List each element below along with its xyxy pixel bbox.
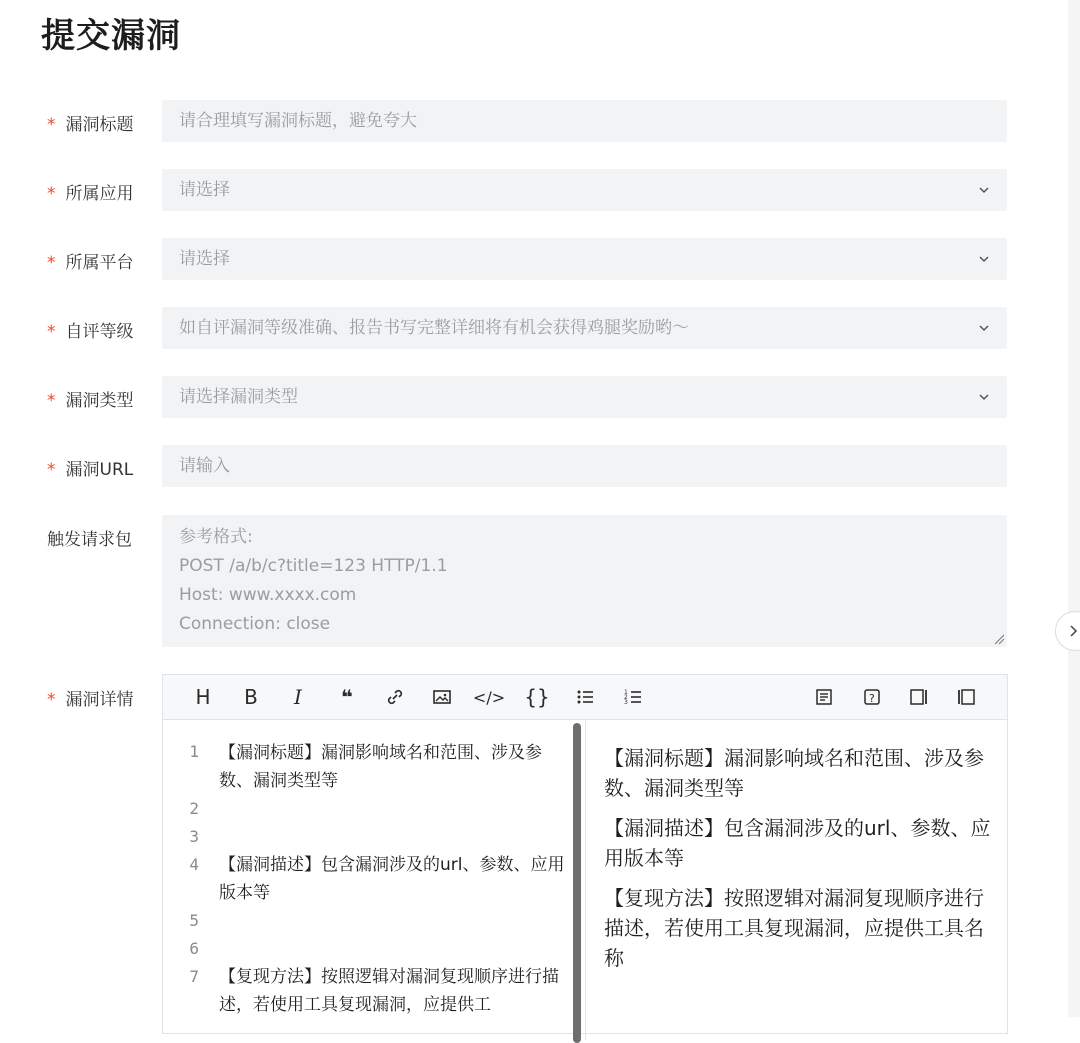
title-input[interactable] (162, 100, 1007, 142)
platform-select[interactable] (162, 238, 1007, 280)
preview-paragraph: 【漏洞标题】漏洞影响域名和范围、涉及参数、漏洞类型等 (604, 746, 984, 800)
url-input-placeholder: 请输入 (179, 456, 230, 476)
placeholder-line: Connection: close (179, 614, 331, 634)
placeholder-line: 参考格式: (179, 527, 253, 547)
editor-scrollbar[interactable] (573, 723, 581, 1043)
bold-button[interactable]: B (244, 685, 258, 709)
bullet-list-button[interactable] (573, 685, 597, 709)
required-mark: * (47, 391, 56, 411)
field-label: * 所属应用 (47, 184, 134, 204)
svg-text:3: 3 (624, 699, 628, 706)
chevron-down-icon (977, 390, 991, 404)
sidebar-icon (956, 687, 976, 707)
sidebar-toggle-button[interactable] (954, 685, 978, 709)
field-label: * 漏洞URL (47, 460, 134, 480)
code-block-button[interactable]: {} (524, 685, 550, 709)
platform-select-placeholder: 请选择 (179, 249, 230, 269)
placeholder-line: POST /a/b/c?title=123 HTTP/1.1 (179, 556, 448, 576)
preview-paragraph: 【复现方法】按照逻辑对漏洞复现顺序进行描述，若使用工具复现漏洞，应提供工具名称 (604, 886, 984, 970)
line-number: 3 (189, 827, 199, 846)
help-button[interactable] (860, 685, 884, 709)
chevron-down-icon (977, 252, 991, 266)
form-row-platform (0, 238, 1060, 280)
toc-icon (814, 687, 834, 707)
link-button[interactable] (383, 685, 407, 709)
url-input[interactable] (162, 445, 1007, 487)
rating-select[interactable] (162, 307, 1007, 349)
source-line[interactable]: 【复现方法】按照逻辑对漏洞复现顺序进行描述，若使用工具复现漏洞，应提供工 (219, 967, 559, 1015)
svg-text:2: 2 (624, 694, 628, 701)
source-line[interactable]: 【漏洞标题】漏洞影响域名和范围、涉及参数、漏洞类型等 (219, 743, 542, 791)
required-mark: * (47, 322, 56, 342)
title-input-placeholder: 请合理填写漏洞标题，避免夸大 (179, 111, 417, 131)
form-row-request (0, 515, 1060, 647)
required-mark: * (47, 115, 56, 135)
field-label: * 漏洞标题 (47, 115, 134, 135)
resize-handle-icon[interactable] (993, 633, 1005, 645)
image-icon (432, 687, 452, 707)
request-textarea[interactable] (162, 515, 1007, 647)
help-icon (862, 687, 882, 707)
ordered-list-button[interactable] (621, 685, 645, 709)
ordered-list-icon (623, 687, 643, 707)
field-label: * 漏洞类型 (47, 391, 134, 411)
preview-paragraph: 【漏洞描述】包含漏洞涉及的url、参数、应用版本等 (604, 816, 991, 870)
line-number: 7 (189, 967, 199, 986)
field-label: * 所属平台 (47, 253, 134, 273)
field-label: * 漏洞详情 (47, 690, 134, 710)
line-number-gutter (163, 720, 203, 1040)
preview-toggle-button[interactable] (907, 685, 931, 709)
line-number: 2 (189, 799, 199, 818)
preview-icon (909, 687, 929, 707)
chevron-right-icon (1066, 624, 1080, 638)
line-number: 1 (189, 742, 199, 761)
type-select-placeholder: 请选择漏洞类型 (179, 387, 298, 407)
toc-button[interactable] (812, 685, 836, 709)
quote-button[interactable]: ❝ (341, 685, 353, 709)
form-row-app (0, 169, 1060, 211)
markdown-preview (604, 743, 994, 983)
chevron-down-icon (977, 321, 991, 335)
image-button[interactable] (430, 685, 454, 709)
form-row-title (0, 100, 1060, 142)
page-title: 提交漏洞 (41, 16, 181, 56)
placeholder-line: Host: www.xxxx.com (179, 585, 357, 605)
source-line[interactable]: 【漏洞描述】包含漏洞涉及的url、参数、应用版本等 (219, 855, 565, 903)
line-number: 6 (189, 939, 199, 958)
bullet-list-icon (575, 687, 595, 707)
required-mark: * (47, 184, 56, 204)
required-mark: * (47, 253, 56, 273)
right-panel-edge (1068, 0, 1080, 1017)
markdown-editor (162, 674, 1008, 1034)
type-select[interactable] (162, 376, 1007, 418)
line-number: 5 (189, 911, 199, 930)
rating-select-placeholder: 如自评漏洞等级准确、报告书写完整详细将有机会获得鸡腿奖励哟～ (179, 318, 689, 338)
form-row-rating (0, 307, 1060, 349)
pane-divider (585, 720, 586, 1040)
app-select[interactable] (162, 169, 1007, 211)
form-row-url (0, 445, 1060, 487)
italic-button[interactable]: I (294, 685, 302, 709)
field-label: 触发请求包 (47, 530, 132, 550)
svg-text:?: ? (869, 692, 875, 705)
link-icon (385, 687, 405, 707)
heading-button[interactable]: H (195, 685, 211, 709)
form-row-type (0, 376, 1060, 418)
required-mark: * (47, 690, 56, 710)
line-number: 4 (189, 855, 199, 874)
field-label: * 自评等级 (47, 322, 134, 342)
app-select-placeholder: 请选择 (179, 180, 230, 200)
code-button[interactable]: </> (472, 687, 506, 707)
svg-text:1: 1 (624, 689, 628, 696)
editor-toolbar (163, 675, 1007, 720)
required-mark: * (47, 460, 56, 480)
chevron-down-icon (977, 183, 991, 197)
